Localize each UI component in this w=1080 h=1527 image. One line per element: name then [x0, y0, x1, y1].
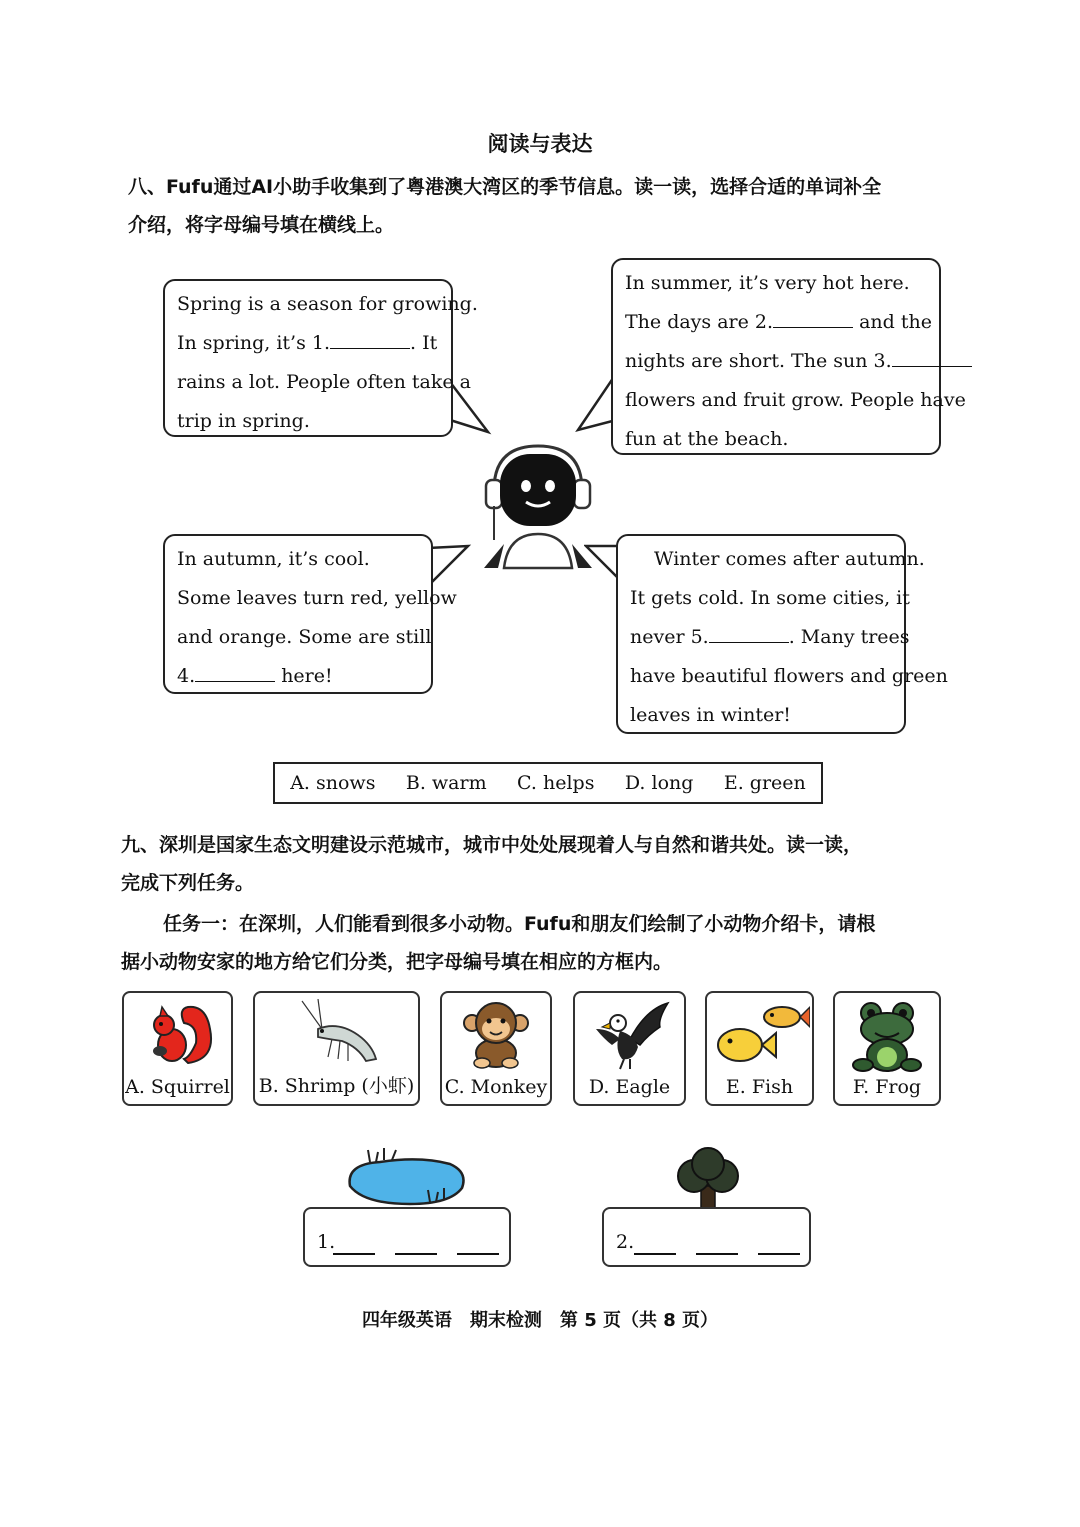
autumn-bubble: [163, 534, 457, 694]
option-d: D. long: [624, 772, 694, 794]
shrimp-icon: [292, 999, 382, 1071]
card-squirrel-label: A. Squirrel: [125, 1076, 230, 1098]
spring-line3: rains a lot. People often take a: [177, 371, 471, 393]
page-footer: 四年级英语 期末检测 第 5 页（共 8 页）: [361, 1310, 719, 1331]
eagle-icon: [590, 999, 670, 1071]
winter-line5: leaves in winter!: [630, 704, 791, 726]
card-frog: [833, 991, 941, 1106]
summer-line4: flowers and fruit grow. People have: [625, 389, 966, 411]
autumn-line4: 4. here!: [177, 665, 333, 687]
word-options-box: [273, 762, 823, 804]
answer-line[interactable]: [758, 1253, 800, 1255]
answer-line[interactable]: [457, 1253, 499, 1255]
spring-line4: trip in spring.: [177, 410, 310, 432]
section-title: 阅读与表达: [487, 132, 593, 156]
frog-icon: [847, 999, 927, 1073]
winter-line2: It gets cold. In some cities, it: [630, 587, 910, 609]
card-eagle-label: D. Eagle: [588, 1076, 671, 1098]
card-squirrel: [122, 991, 233, 1106]
autumn-line1: In autumn, it’s cool.: [177, 548, 370, 570]
summer-bubble: [611, 258, 966, 455]
answer-line[interactable]: [634, 1253, 676, 1255]
card-eagle: [573, 991, 686, 1106]
card-monkey: [440, 991, 552, 1106]
blank-1[interactable]: [330, 330, 410, 349]
winter-bubble: [616, 534, 948, 734]
task1-line2: 据小动物安家的地方给它们分类，把字母编号填在相应的方框内。: [121, 951, 673, 973]
summer-line5: fun at the beach.: [625, 428, 789, 450]
autumn-line2: Some leaves turn red, yellow: [177, 587, 457, 609]
task1-line1: 任务一：在深圳，人们能看到很多小动物。Fufu和朋友们绘制了小动物介绍卡，请根: [163, 913, 876, 935]
card-shrimp-label: B. Shrimp (小虾): [258, 1075, 415, 1097]
q8-instruction-line1: 八、Fufu通过AI小助手收集到了粤港澳大湾区的季节信息。读一读，选择合适的单词补全: [128, 176, 882, 198]
option-c: C. helps: [517, 772, 595, 794]
answer-box-tree-number: 2.: [616, 1231, 635, 1253]
winter-line1: Winter comes after autumn.: [654, 548, 925, 570]
winter-line3: never 5. . Many trees: [630, 626, 910, 648]
squirrel-icon: [138, 999, 218, 1069]
answer-line[interactable]: [395, 1253, 437, 1255]
summer-line1: In summer, it’s very hot here.: [625, 272, 910, 294]
card-fish: [705, 991, 814, 1106]
summer-line3: nights are short. The sun 3.: [625, 342, 927, 381]
blank-3[interactable]: [892, 348, 972, 367]
autumn-line3: and orange. Some are still: [177, 626, 432, 648]
pond-icon: [340, 1148, 470, 1208]
card-fish-label: E. Fish: [725, 1076, 794, 1098]
blank-4[interactable]: [195, 663, 275, 682]
answer-line[interactable]: [696, 1253, 738, 1255]
spring-bubble: [163, 279, 478, 437]
q9-instruction-line1: 九、深圳是国家生态文明建设示范城市，城市中处处展现着人与自然和谐共处。读一读，: [121, 834, 863, 856]
q9-instruction-line2: 完成下列任务。: [121, 872, 255, 894]
card-shrimp: [253, 991, 420, 1106]
card-monkey-label: C. Monkey: [444, 1076, 548, 1098]
blank-2[interactable]: [773, 309, 853, 328]
option-b: B. warm: [405, 772, 487, 794]
spring-line1: Spring is a season for growing.: [177, 293, 478, 315]
q8-instruction-line2: 介绍，将字母编号填在横线上。: [128, 214, 395, 236]
summer-line2: The days are 2. and the: [625, 311, 932, 333]
answer-line[interactable]: [333, 1253, 375, 1255]
winter-line4: have beautiful flowers and green: [630, 665, 948, 687]
answer-box-pond[interactable]: [303, 1207, 511, 1267]
option-e: E. green: [723, 772, 806, 794]
fish-icon: [710, 999, 810, 1071]
spring-line2: In spring, it’s 1. . It: [177, 332, 438, 354]
answer-box-tree[interactable]: [602, 1207, 811, 1267]
blank-5[interactable]: [709, 624, 789, 643]
monkey-icon: [456, 999, 536, 1069]
answer-box-pond-number: 1.: [317, 1231, 336, 1253]
robot-assistant-icon: [478, 440, 598, 570]
card-frog-label: F. Frog: [852, 1076, 922, 1098]
option-a: A. snows: [290, 772, 376, 794]
